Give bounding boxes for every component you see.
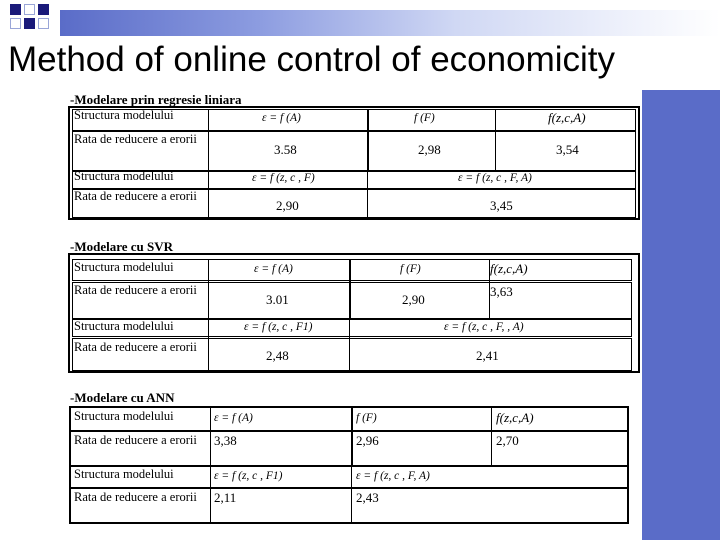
- value-cell: 2,11: [214, 490, 237, 505]
- row-label: Rata de reducere a erorii: [74, 340, 197, 354]
- model-formula: f (F): [356, 412, 377, 424]
- value-cell: 2,70: [496, 433, 519, 448]
- row-label: Structura modelului: [74, 409, 174, 423]
- value-cell: 2,98: [418, 142, 441, 157]
- value-cell: 3,45: [490, 198, 513, 213]
- value-cell: 2,48: [266, 348, 289, 363]
- model-formula: ε = f (A): [254, 263, 293, 275]
- model-formula: ε = f (z, c , F, A): [356, 470, 430, 482]
- section-heading-ann: -Modelare cu ANN: [70, 390, 175, 405]
- decor-square: [10, 18, 21, 29]
- row-label: Rata de reducere a erorii: [74, 433, 197, 447]
- model-formula: ε = f (z, c , F, A): [458, 172, 532, 184]
- row-label: Rata de reducere a erorii: [74, 189, 197, 203]
- row-label: Rata de reducere a erorii: [74, 283, 197, 297]
- row-label: Structura modelului: [74, 467, 174, 481]
- model-formula: f(z,c,A): [496, 410, 534, 425]
- model-formula: ε = f (A): [262, 112, 301, 124]
- decor-square: [38, 4, 49, 15]
- decor-square: [24, 4, 35, 15]
- side-band: [642, 90, 720, 540]
- model-formula: ε = f (z, c , F1): [214, 470, 283, 482]
- model-formula: ε = f (z, c , F, , A): [444, 321, 524, 333]
- value-cell: 3,63: [490, 284, 513, 299]
- decor-square: [24, 18, 35, 29]
- value-cell: 3,38: [214, 433, 237, 448]
- section-heading-svr: -Modelare cu SVR: [70, 239, 174, 254]
- row-label: Rata de reducere a erorii: [74, 132, 197, 146]
- row-label: Structura modelului: [74, 169, 174, 183]
- row-label: Structura modelului: [74, 319, 174, 333]
- value-cell: 2,90: [402, 292, 425, 307]
- row-label: Structura modelului: [74, 108, 174, 122]
- row-label: Rata de reducere a erorii: [74, 490, 197, 504]
- value-cell: 2,90: [276, 198, 299, 213]
- value-cell: 3,54: [556, 142, 579, 157]
- model-formula: f(z,c,A): [548, 110, 586, 125]
- value-cell: 3.01: [266, 292, 289, 307]
- value-cell: 2,41: [476, 348, 499, 363]
- model-formula: f (F): [414, 112, 435, 124]
- row-label: Structura modelului: [74, 260, 174, 274]
- model-formula: ε = f (z, c , F): [252, 172, 315, 184]
- slide-title: Method of online control of economicity: [8, 40, 615, 79]
- decor-square: [38, 18, 49, 29]
- value-cell: 2,43: [356, 490, 379, 505]
- model-formula: ε = f (z, c , F1): [244, 321, 313, 333]
- content-panel: [66, 90, 642, 540]
- model-formula: ε = f (A): [214, 412, 253, 424]
- model-formula: f (F): [400, 263, 421, 275]
- header-band: [60, 10, 720, 36]
- value-cell: 3.58: [274, 142, 297, 157]
- decor-square: [10, 4, 21, 15]
- model-formula: f(z,c,A): [490, 261, 528, 276]
- section-heading-regression: -Modelare prin regresie liniara: [70, 92, 242, 107]
- value-cell: 2,96: [356, 433, 379, 448]
